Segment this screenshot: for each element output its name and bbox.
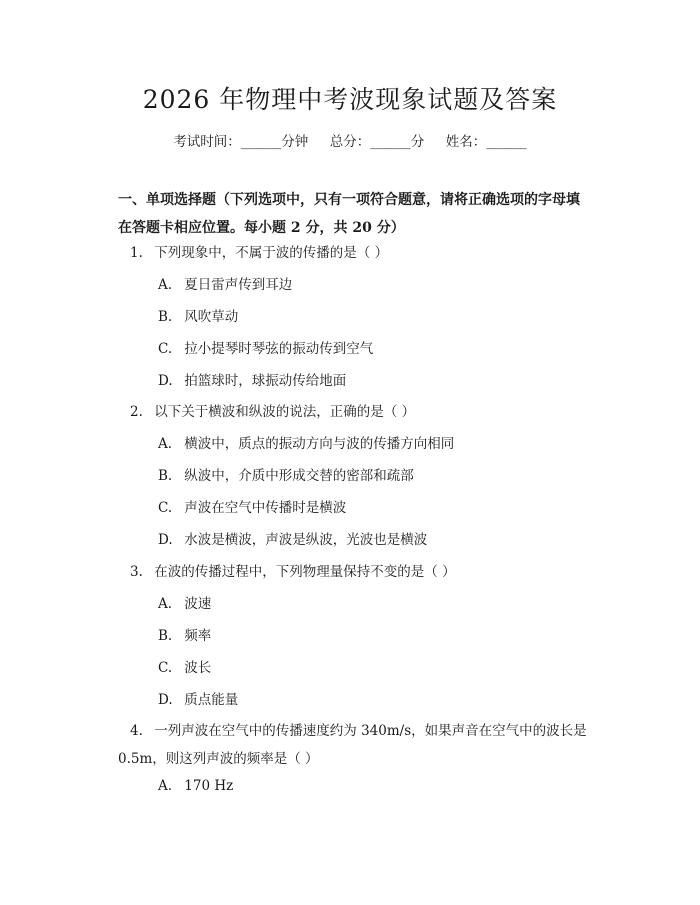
option-letter: B. — [158, 309, 173, 325]
question-stem: 在波的传播过程中，下列物理量保持不变的是（ ） — [154, 564, 456, 580]
option-letter: C. — [158, 341, 173, 357]
option-text: 拍篮球时，球振动传给地面 — [184, 373, 347, 389]
option-text: 夏日雷声传到耳边 — [184, 277, 293, 293]
option-3d — [158, 690, 238, 710]
option-2c — [158, 498, 346, 518]
option-letter: C. — [158, 660, 173, 676]
option-1a — [158, 275, 292, 295]
option-text: 质点能量 — [184, 692, 239, 708]
option-2a — [158, 434, 454, 454]
option-text: 拉小提琴时琴弦的振动传到空气 — [184, 341, 374, 357]
option-2d — [158, 530, 427, 550]
option-letter: A. — [158, 436, 173, 452]
option-letter: A. — [158, 277, 173, 293]
option-letter: D. — [158, 532, 173, 548]
question-number: 4. — [130, 723, 143, 739]
option-text: 170 Hz — [184, 778, 234, 794]
option-text: 波长 — [184, 660, 212, 676]
question-3 — [118, 558, 588, 586]
section-heading: 一、单项选择题（下列选项中，只有一项符合题意，请将正确选项的字母填在答题卡相应位置。每小题 2 分，共 20 分） — [118, 192, 580, 236]
option-text: 波速 — [184, 596, 212, 612]
option-letter: A. — [158, 596, 173, 612]
question-1 — [118, 239, 588, 267]
option-1c — [158, 339, 373, 359]
option-1b — [158, 307, 238, 327]
option-text: 风吹草动 — [184, 309, 239, 325]
question-4 — [118, 717, 588, 773]
question-2 — [118, 398, 588, 426]
option-3b — [158, 626, 211, 646]
option-text: 频率 — [184, 628, 212, 644]
option-2b — [158, 466, 414, 486]
option-3c — [158, 658, 211, 678]
option-letter: B. — [158, 468, 173, 484]
option-letter: A. — [158, 778, 173, 794]
option-1d — [158, 371, 346, 391]
page-title: 2026 年物理中考波现象试题及答案 — [142, 85, 558, 114]
question-number: 2. — [130, 404, 143, 420]
option-text: 水波是横波，声波是纵波，光波也是横波 — [184, 532, 428, 548]
option-4a — [158, 776, 233, 796]
option-text: 声波在空气中传播时是横波 — [184, 500, 347, 516]
option-letter: B. — [158, 628, 173, 644]
option-letter: D. — [158, 373, 173, 389]
option-letter: C. — [158, 500, 173, 516]
option-text: 纵波中，介质中形成交替的密部和疏部 — [184, 468, 414, 484]
question-stem: 以下关于横波和纵波的说法，正确的是（ ） — [154, 404, 416, 420]
question-number: 1. — [130, 245, 143, 261]
option-text: 横波中，质点的振动方向与波的传播方向相同 — [184, 436, 455, 452]
exam-info-line: 考试时间：______分钟 总分：______分 姓名：______ — [173, 134, 527, 150]
question-number: 3. — [130, 564, 143, 580]
option-letter: D. — [158, 692, 173, 708]
option-3a — [158, 594, 211, 614]
question-stem: 下列现象中，不属于波的传播的是（ ） — [154, 245, 389, 261]
question-stem: 一列声波在空气中的传播速度约为 340m/s，如果声音在空气中的波长是 0.5m，则这列声波的频率是（ ） — [118, 723, 587, 767]
